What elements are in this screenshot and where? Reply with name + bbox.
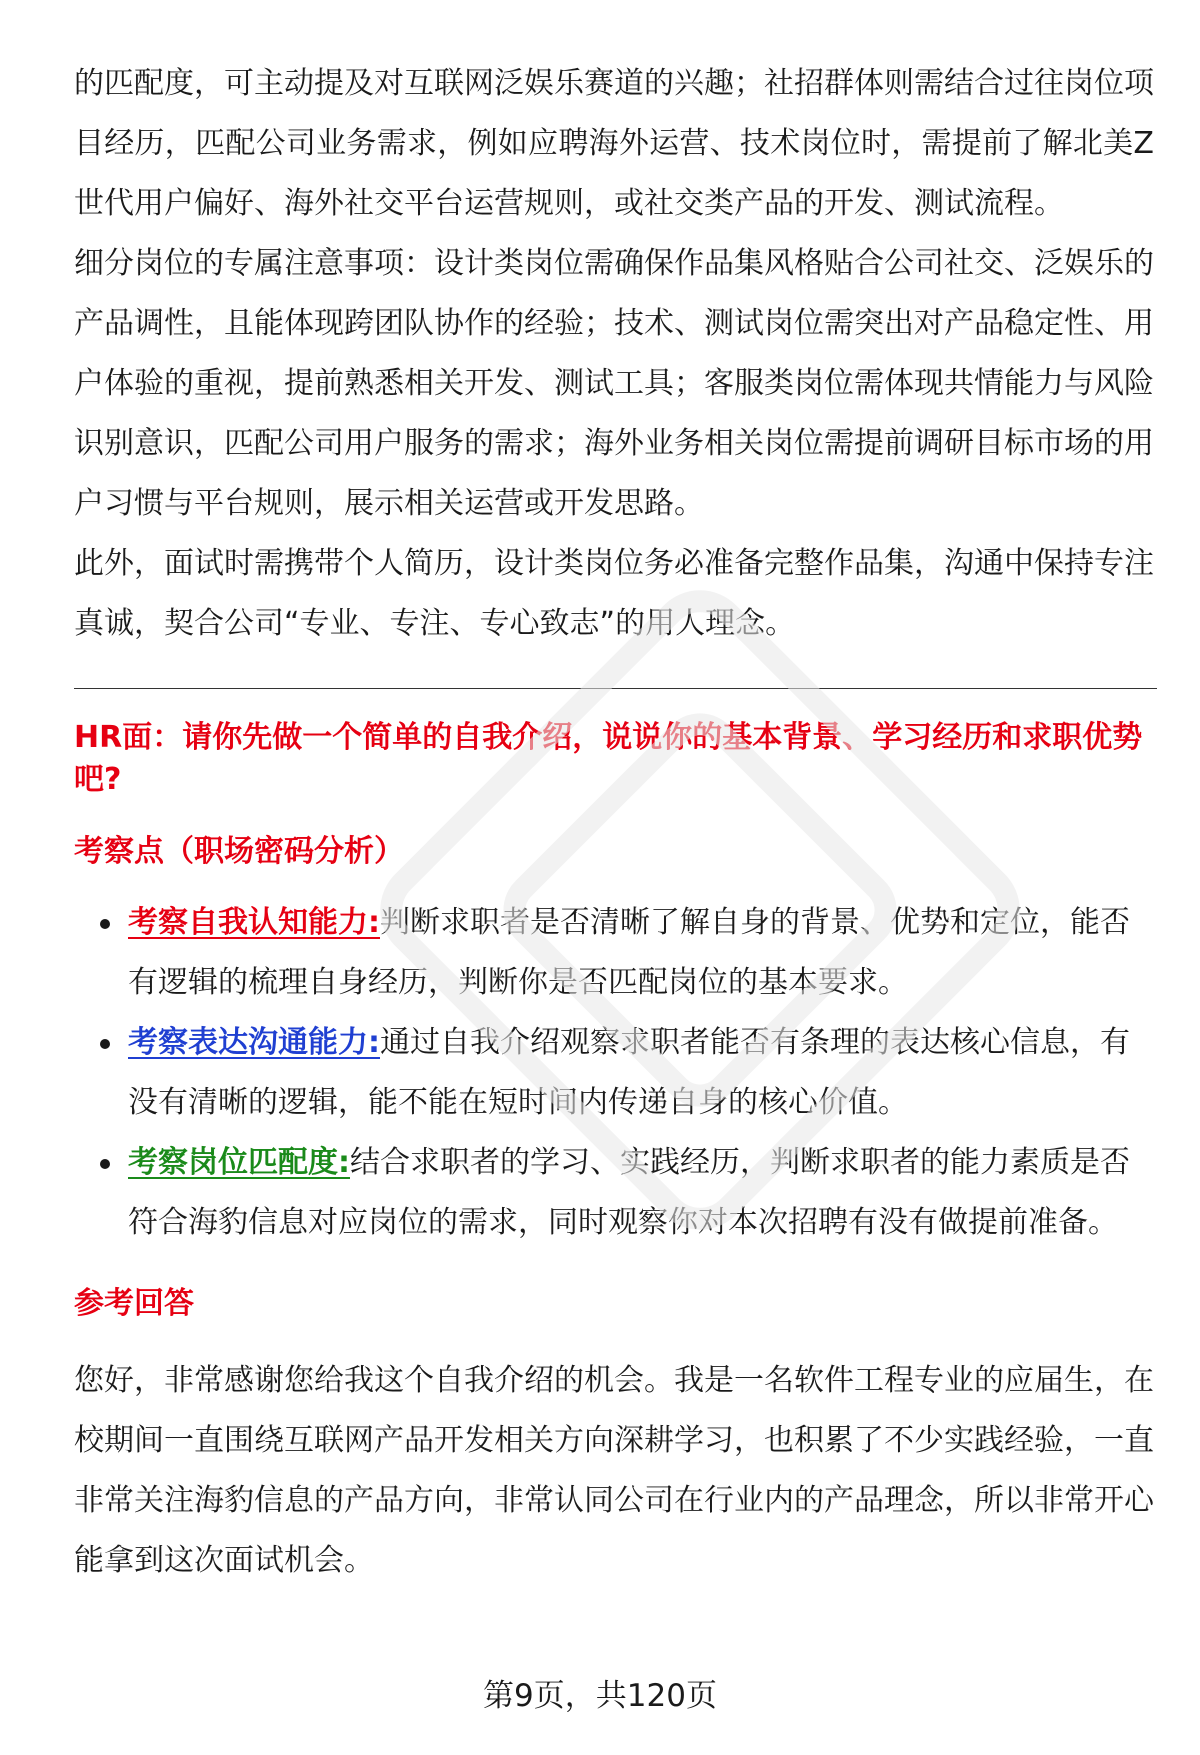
analysis-point-self-awareness xyxy=(74,893,1154,1013)
analysis-point-job-fit xyxy=(74,1133,1154,1253)
answer-paragraph: 您好，非常感谢您给我这个自我介绍的机会。我是一名软件工程专业的应届生，在校期间一直围绕互联网产品开发相关方向深耕学习，也积累了不少实践经验，一直非常关注海豹信息的产品方向，非常认同公司在行业内的产品理念，所以非常开心能拿到这次面试机会。 xyxy=(74,1363,1154,1578)
intro-paragraph-3: 此外，面试时需携带个人简历，设计类岗位务必准备完整作品集，沟通中保持专注真诚，契合公司“专业、专注、专心致志”的用人理念。 xyxy=(74,546,1154,641)
analysis-points-list xyxy=(74,893,1154,1253)
analysis-heading: 考察点（职场密码分析） xyxy=(74,834,404,869)
point-text: 结合求职者的学习、实践经历，判断求职者的能力素质是否符合海豹信息对应岗位的需求，同时观察你对本次招聘有没有做提前准备。 xyxy=(128,1145,1130,1240)
bullet-dot-icon xyxy=(100,1039,110,1049)
bullet-dot-icon xyxy=(100,1159,110,1169)
analysis-point-communication xyxy=(74,1013,1154,1133)
bullet-dot-icon xyxy=(100,919,110,929)
intro-paragraph-2: 细分岗位的专属注意事项：设计类岗位需确保作品集风格贴合公司社交、泛娱乐的产品调性，且能体现跨团队协作的经验；技术、测试岗位需突出对产品稳定性、用户体验的重视，提前熟悉相关开发、测试工具；客服类岗位需体现共情能力与风险识别意识，匹配公司用户服务的需求；海外业务相关岗位需提前调研目标市场的用户习惯与平台规则，展示相关运营或开发思路。 xyxy=(74,246,1154,521)
point-text: 判断求职者是否清晰了解自身的背景、优势和定位，能否有逻辑的梳理自身经历，判断你是否匹配岗位的基本要求。 xyxy=(128,905,1130,1000)
point-tag: 考察自我认知能力: xyxy=(128,905,380,940)
answer-heading: 参考回答 xyxy=(74,1286,194,1321)
point-text: 通过自我介绍观察求职者能否有条理的表达核心信息，有没有清晰的逻辑，能不能在短时间内传递自身的核心价值。 xyxy=(128,1025,1130,1120)
point-tag: 考察表达沟通能力: xyxy=(128,1025,380,1060)
intro-paragraph-1: 的匹配度，可主动提及对互联网泛娱乐赛道的兴趣；社招群体则需结合过往岗位项目经历，匹配公司业务需求，例如应聘海外运营、技术岗位时，需提前了解北美Z世代用户偏好、海外社交平台运营规则，或社交类产品的开发、测试流程。 xyxy=(74,66,1154,221)
point-tag: 考察岗位匹配度: xyxy=(128,1145,350,1180)
page-number: 第9页，共120页 xyxy=(483,1678,717,1714)
section-divider xyxy=(74,688,1157,689)
document-page xyxy=(74,54,1154,1591)
question-title: HR面：请你先做一个简单的自我介绍，说说你的基本背景、学习经历和求职优势吧? xyxy=(74,720,1143,797)
